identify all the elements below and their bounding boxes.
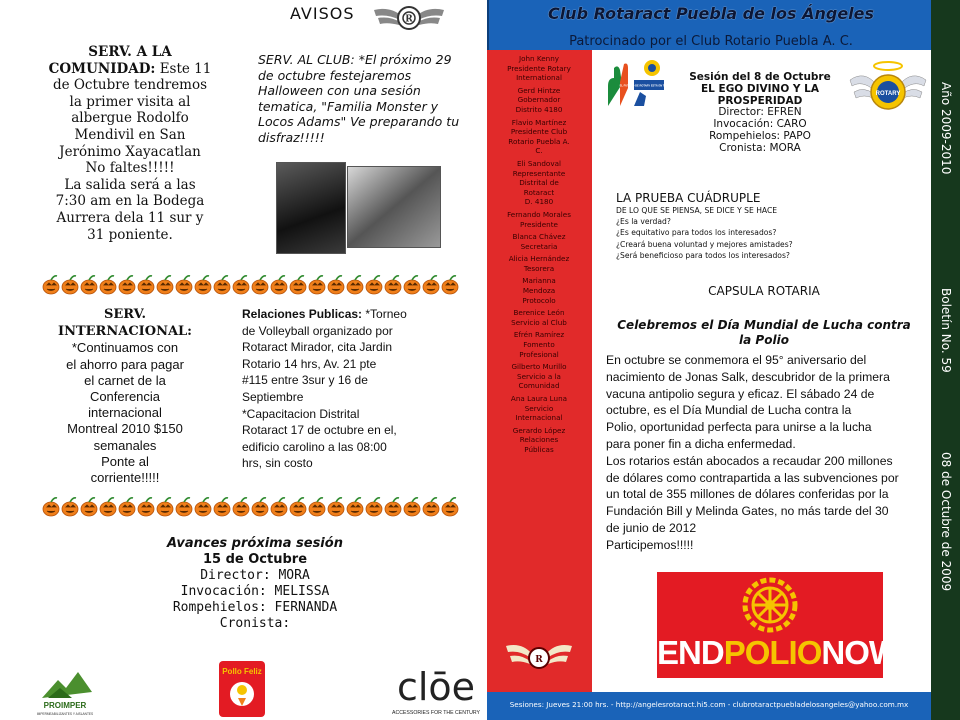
officer-role: Presidente (520, 219, 558, 229)
officer-role: Internacional (515, 413, 563, 423)
sesion-line: Cronista: MORA (719, 141, 801, 154)
internacional-line: Conferencia (89, 389, 161, 405)
pumpkin-icon (119, 498, 135, 516)
pumpkin-icon (271, 276, 287, 294)
officer-role: Secretaria (520, 241, 558, 251)
four-way-test-line: ¿Es la verdad? (616, 217, 671, 227)
sesion-line: Invocación: CARO (713, 118, 807, 131)
publicas-line: Rotaract 17 de octubre en el, (242, 423, 397, 438)
officer-role: Protocolo (522, 295, 556, 305)
officer-role: Fomento (523, 340, 555, 350)
capsula-heading (606, 318, 922, 348)
pumpkin-icon (81, 498, 97, 516)
officer-name: Marianna (522, 276, 556, 286)
pumpkin-icon (442, 276, 458, 294)
club-line: Locos Adams" Ve preparando tu (258, 114, 460, 129)
publicas-line: hrs, sin costo (242, 456, 313, 471)
club-line: de octubre festejaremos (258, 67, 412, 83)
pumpkin-icon (62, 498, 78, 516)
sesion-title: Sesión del 8 de Octubre (689, 71, 831, 83)
officer-role: Rotario Puebla A. (508, 136, 570, 146)
pumpkin-icon (385, 498, 401, 516)
officer-entry (494, 362, 584, 391)
angel-logo-text: ROTARY (875, 91, 901, 97)
sesion-line: Rompehielos: PAPO (709, 129, 811, 142)
pumpkin-icon (233, 276, 249, 294)
pumpkin-icon (43, 276, 59, 294)
club-notice (258, 52, 468, 145)
officer-entry (494, 276, 584, 305)
winged-rotaract-logo (370, 2, 448, 32)
capsula-line: un total de 355 millones de dólares conferidas por la (606, 487, 889, 502)
sesion-line: Director: EFREN (718, 106, 802, 119)
club-line: disfraz!!!!! (258, 129, 325, 145)
issue-year-text: Año 2009-2010 (939, 82, 953, 175)
cloe-sub: ACCESSORIES FOR THE CENTURY (391, 710, 481, 716)
club-line: *El próximo 29 (358, 52, 452, 67)
pollo-feliz-logo (218, 660, 266, 718)
officer-entry (494, 426, 584, 455)
avances-line: Invocación: MELISSA (180, 584, 330, 599)
capsula-line: para poner fin a dicha enfermedad. (606, 436, 796, 451)
officer-role: Públicas (524, 444, 554, 454)
proimper-sub: IMPERMEABILIZANTES Y AISLANTES (36, 712, 94, 716)
pumpkin-icon (138, 276, 154, 294)
sesion-info (680, 72, 840, 155)
comunidad-line: Mendivil en San (74, 126, 186, 143)
capsula-heading-line: la Polio (739, 333, 789, 347)
cloe-logo (388, 660, 484, 718)
internacional-line: el carnet de la (84, 372, 166, 388)
club-sponsor-line: Patrocinado por el Club Rotario Puebla A. C. (569, 34, 853, 49)
pumpkin-icon (423, 276, 439, 294)
footer-contact: Sesiones: Jueves 21:00 hrs. - http://angelesrotaract.hi5.com - clubrotaractpuebladelosangeles@yahoo.com.mx (509, 700, 909, 709)
club-title: Club Rotaract Puebla de los Ángeles (547, 4, 875, 23)
pumpkin-icon (138, 498, 154, 516)
officer-name: Flavio Martínez (511, 117, 567, 127)
avances-line: Rompehielos: FERNANDA (172, 600, 338, 615)
capsula-line: vacuna antipolio segura y eficaz. El sábado 24 de (606, 386, 875, 401)
capsula-line: de dólares como contrapartida a las subvenciones por (606, 470, 899, 485)
publicas-line: *Torneo (365, 307, 407, 321)
winged-rotaract-logo-small (504, 636, 574, 682)
publicas-notice (242, 306, 417, 472)
sesion-subtitle: EL EGO DIVINO Y LA (701, 82, 819, 95)
capsula-title: CAPSULA ROTARIA (708, 284, 820, 298)
now-word: NOW (821, 634, 900, 671)
pumpkin-icon (81, 276, 97, 294)
officer-entry (494, 308, 584, 327)
addams-family-photo (276, 162, 346, 254)
officer-role: Presidente Club (510, 127, 568, 137)
comunidad-line: 31 poniente. (87, 226, 173, 243)
officer-entry (494, 210, 584, 229)
four-way-test-line: ¿Es equitativo para todos los interesados? (616, 228, 777, 238)
capsula-heading-line: Celebremos el Día Mundial de Lucha contra (617, 318, 911, 332)
internacional-line: *Continuamos con (71, 340, 179, 356)
officer-name: Gerardo López (512, 425, 566, 435)
pumpkin-icon (233, 498, 249, 516)
comunidad-line: No faltes!!!!! (85, 160, 175, 177)
officer-role: Presidente Rotary (507, 63, 571, 73)
capsula-line: octubre, es el Día Mundial de Lucha contra la (606, 403, 852, 418)
sesion-subtitle: PROSPERIDAD (717, 94, 803, 107)
munsters-family-photo (347, 166, 441, 248)
publicas-line: #115 entre 3sur y 16 de (242, 373, 368, 388)
comunidad-heading: SERV. A LA COMUNIDAD: (48, 44, 172, 77)
officer-entry (494, 232, 584, 251)
pumpkin-icon (271, 498, 287, 516)
pumpkin-icon (195, 276, 211, 294)
comunidad-line: Jerónimo Xayacatlan (59, 143, 201, 160)
pumpkin-row-icon (42, 494, 462, 518)
svg-text:R: R (535, 655, 543, 665)
four-way-test-title: LA PRUEBA CUÁDRUPLE (616, 191, 761, 205)
pumpkin-divider (42, 272, 462, 296)
capsula-line: de junio de 2012 (606, 520, 697, 535)
capsula-line: Los rotarios están abocados a recaudar 200 millones (606, 453, 893, 468)
pumpkin-icon (404, 276, 420, 294)
officers-list (494, 54, 584, 458)
four-way-test-line: DE LO QUE SE PIENSA, SE DICE Y SE HACE (616, 206, 778, 215)
svg-text:R: R (405, 14, 413, 25)
pumpkin-icon (290, 276, 306, 294)
officer-entry (494, 118, 584, 156)
publicas-heading: Relaciones Publicas: (242, 307, 363, 321)
pumpkin-icon (157, 276, 173, 294)
officer-name: Alicia Hernández (508, 254, 570, 264)
pumpkin-divider (42, 494, 462, 518)
pumpkin-icon (366, 498, 382, 516)
officer-role: C. (535, 146, 543, 156)
avances-date: 15 de Octubre (202, 552, 308, 567)
comunidad-line: de Octubre tendremos (52, 77, 208, 94)
internacional-notice (40, 306, 210, 486)
avances-line: Director: MORA (200, 568, 310, 583)
pumpkin-icon (157, 498, 173, 516)
avances-line: Cronista: (219, 616, 291, 631)
officer-role: Profesional (519, 349, 559, 359)
end-word: END (657, 634, 724, 671)
pumpkin-icon (309, 498, 325, 516)
officer-name: Ana Laura Luna (510, 394, 568, 403)
comunidad-line: Aurrera dela 11 sur y (56, 209, 204, 226)
four-way-test-line: ¿Será beneficioso para todos los interesados? (616, 250, 790, 260)
pumpkin-icon (119, 276, 135, 294)
avances-heading: Avances próxima sesión (167, 536, 343, 551)
club-line: tematica, "Familia Monster y (258, 98, 439, 114)
officer-entry (494, 394, 584, 423)
pumpkin-icon (176, 498, 192, 516)
cloe-name: clōe (396, 665, 476, 709)
polio-word: POLIO (723, 634, 822, 671)
officer-name: Gerd Hintze (517, 85, 561, 95)
avisos-title: AVISOS (290, 4, 355, 23)
officer-entry (494, 159, 584, 207)
officer-role: Distrito 4180 (515, 104, 563, 114)
end-polio-now-banner (657, 572, 900, 678)
internacional-line: Montreal 2010 $150 (67, 421, 183, 437)
pumpkin-icon (385, 276, 401, 294)
officer-name: Fernando Morales (507, 209, 571, 219)
pumpkin-icon (328, 276, 344, 294)
officer-name: Gilberto Murillo (511, 362, 567, 372)
future-logo-text: EL FUTURO DE ROTARY ESTÁ EN TUS MANOS (619, 84, 679, 88)
officer-name: Eli Sandoval (517, 158, 561, 168)
officer-role: Servicio al Club (511, 317, 567, 327)
pumpkin-icon (309, 276, 325, 294)
internacional-line: semanales (93, 437, 157, 453)
pollo-name: Pollo Feliz (222, 667, 262, 676)
officer-role: International (516, 73, 562, 83)
publicas-line: de Volleyball organizado por (242, 323, 393, 338)
officer-role: Tesorera (523, 263, 555, 273)
officer-name: Blanca Chávez (512, 232, 566, 242)
publicas-line: Rotario 14 hrs, Av. 21 pte (242, 356, 377, 371)
avances-section (110, 536, 400, 632)
publicas-line: Rotaract Mirador, cita Jardin (242, 340, 393, 355)
officer-role: Mendoza (522, 286, 556, 296)
capsula-body (606, 352, 922, 554)
proimper-name: PROIMPER (43, 701, 87, 710)
officer-role: Servicio (524, 403, 554, 413)
officer-entry (494, 330, 584, 359)
pumpkin-icon (347, 498, 363, 516)
pumpkin-row-icon (42, 272, 462, 296)
officer-role: D. 4180 (524, 197, 554, 207)
internacional-heading-2: INTERNACIONAL: (58, 324, 192, 340)
comunidad-line: la primer visita al (69, 93, 191, 110)
officer-role: Gobernador (517, 95, 561, 105)
internacional-heading-1: SERV. (104, 307, 146, 322)
pumpkin-icon (404, 498, 420, 516)
comunidad-line: Este 11 (159, 60, 212, 77)
issue-date-text: 08 de Octubre de 2009 (939, 452, 953, 592)
pumpkin-icon (214, 498, 230, 516)
officer-name: Berenice León (513, 308, 565, 318)
rotary-wheel-icon (741, 576, 799, 634)
pumpkin-icon (43, 498, 59, 516)
comunidad-line: 7:30 am en la Bodega (55, 193, 205, 210)
internacional-line: el ahorro para pagar (66, 356, 184, 372)
capsula-line: En octubre se conmemora el 95° aniversario del (606, 353, 867, 367)
pumpkin-icon (62, 276, 78, 294)
capsula-line: Polio, oportunidad perfecta para unirse a la lucha (606, 420, 872, 435)
officer-name: John Kenny (518, 54, 560, 63)
pumpkin-icon (176, 276, 192, 294)
officer-role: Rotaract (523, 187, 555, 197)
newsletter-footer (487, 692, 931, 720)
pumpkin-icon (100, 276, 116, 294)
proimper-logo (34, 658, 96, 718)
angel-rotary-logo (848, 58, 928, 120)
officer-role: Comunidad (518, 381, 560, 391)
pumpkin-icon (100, 498, 116, 516)
pumpkin-icon (328, 498, 344, 516)
publicas-line: *Capacitacion Distrital (242, 406, 360, 421)
internacional-line: corriente!!!!! (90, 470, 160, 486)
officer-role: Distrital de (519, 178, 559, 188)
club-heading: SERV. AL CLUB: (258, 52, 355, 67)
pumpkin-icon (347, 276, 363, 294)
capsula-line: Participemos!!!!! (606, 537, 694, 552)
end-polio-now-text (657, 634, 900, 672)
officer-entry (494, 54, 584, 83)
capsula-line: nacimiento de Jonas Salk, descubridor de la primera (606, 369, 890, 384)
publicas-line: edificio carolino a las 08:00 (242, 439, 387, 454)
future-of-rotary-logo (604, 58, 679, 108)
pumpkin-icon (442, 498, 458, 516)
four-way-test (616, 191, 916, 261)
officer-entry (494, 86, 584, 115)
capsula-line: Fundación Bill y Melinda Gates, no más tarde del 30 (606, 504, 889, 519)
pumpkin-icon (366, 276, 382, 294)
officer-role: Representante (512, 168, 566, 178)
comunidad-notice (40, 44, 220, 243)
officer-role: Servicio a la (517, 371, 561, 381)
officer-entry (494, 254, 584, 273)
internacional-line: internacional (88, 405, 162, 421)
comunidad-line: albergue Rodolfo (71, 110, 189, 127)
four-way-test-line: ¿Creará buena voluntad y mejores amistades? (616, 239, 793, 249)
pumpkin-icon (423, 498, 439, 516)
publicas-line: Septiembre (242, 389, 304, 404)
pumpkin-icon (214, 276, 230, 294)
officer-name: Efrén Ramírez (513, 330, 565, 340)
pumpkin-icon (252, 498, 268, 516)
pumpkin-icon (290, 498, 306, 516)
officer-role: Relaciones (519, 435, 559, 445)
club-line: Halloween con una sesión (258, 83, 421, 98)
internacional-line: Ponte al (101, 453, 149, 469)
comunidad-line: La salida será a las (64, 176, 196, 193)
pumpkin-icon (195, 498, 211, 516)
pumpkin-icon (252, 276, 268, 294)
issue-number-text: Boletín No. 59 (939, 288, 953, 373)
newsletter-header (487, 0, 931, 50)
